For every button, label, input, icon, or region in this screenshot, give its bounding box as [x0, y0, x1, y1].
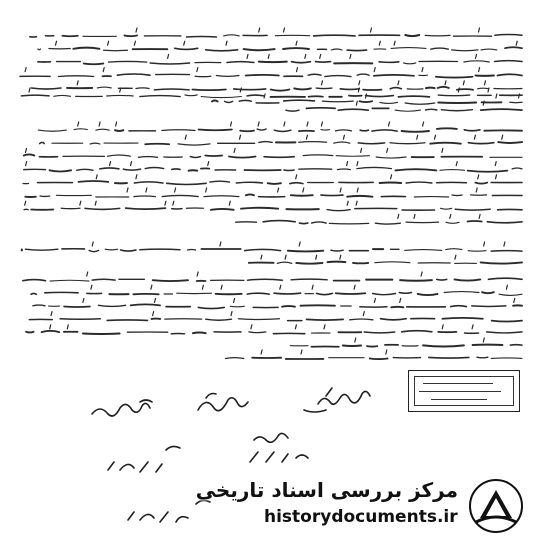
document-scroll-logo-icon [468, 478, 524, 534]
watermark-url: historydocuments.ir [264, 507, 458, 527]
archive-watermark [195, 476, 530, 536]
watermark-title: مرکز بررسی اسناد تاریخی [195, 478, 458, 502]
